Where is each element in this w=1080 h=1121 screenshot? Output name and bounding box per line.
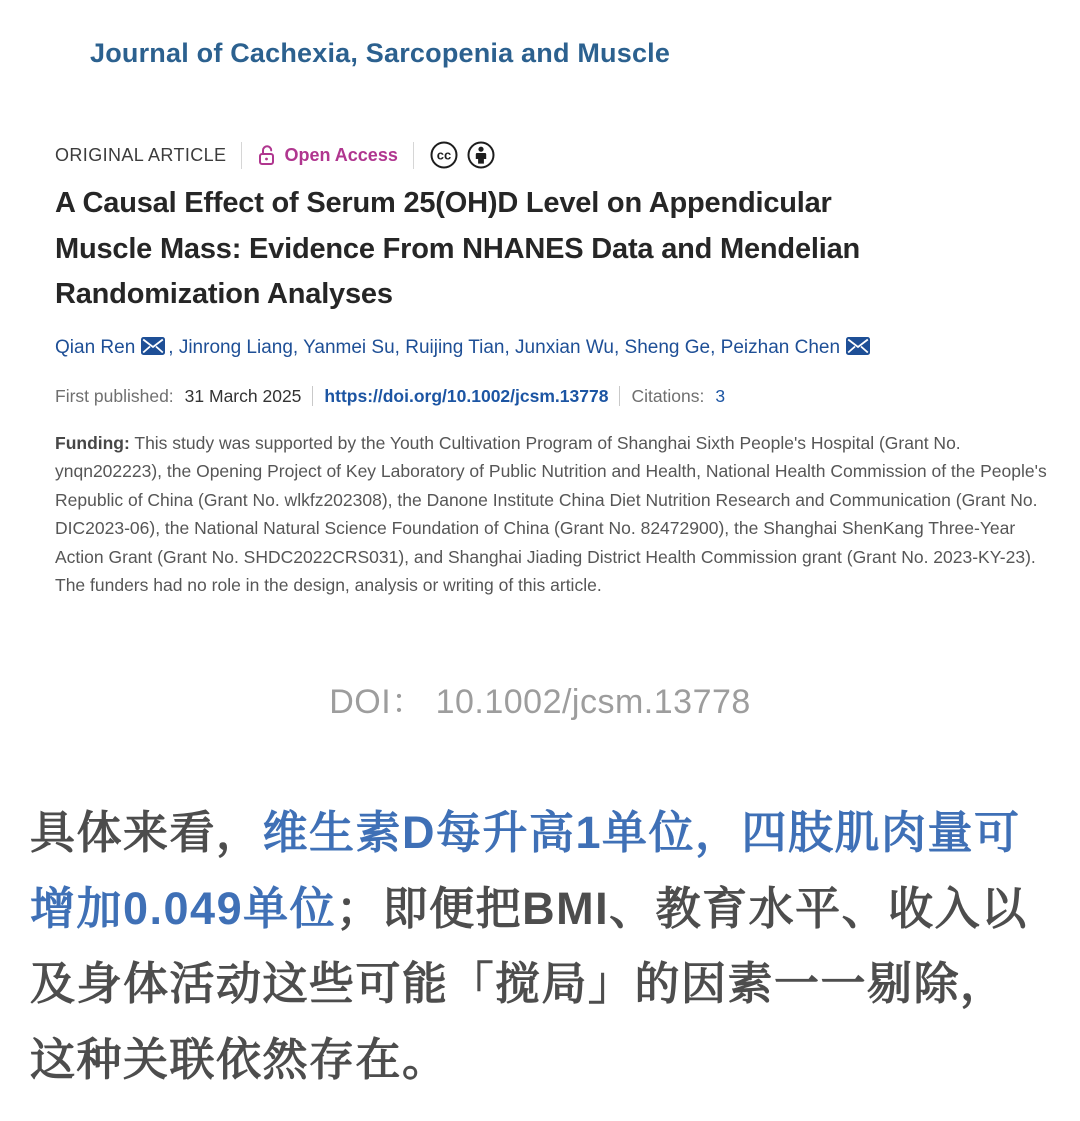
- commentary-text: ；即便把BMI、教育水平、收入以: [336, 882, 1028, 934]
- commentary-line: [30, 795, 1075, 871]
- author-list[interactable]: [55, 335, 873, 361]
- commentary-text: 及身体活动这些可能「搅局」的因素一一剔除，: [30, 958, 1007, 1009]
- article-title-line: Muscle Mass: Evidence From NHANES Data and Mendelian: [55, 232, 861, 265]
- open-access-badge: [257, 144, 397, 166]
- doi-caption: DOI： 10.1002/jcsm.13778: [329, 683, 751, 721]
- journal-title[interactable]: Journal of Cachexia, Sarcopenia and Muscle: [90, 38, 671, 68]
- first-published-date: 31 March 2025: [184, 385, 302, 406]
- first-published-label: First published:: [55, 385, 174, 406]
- article-meta-row: [55, 139, 496, 171]
- article-title-line: Randomization Analyses: [55, 278, 393, 310]
- commentary-highlight: 维生素D每升高1单位，四肢肌肉量可: [262, 807, 1021, 858]
- commentary-highlight: 增加0.049单位: [30, 882, 337, 934]
- doi-url-link[interactable]: https://doi.org/10.1002/jcsm.13778: [324, 385, 609, 406]
- funding-label: Funding:: [55, 433, 130, 453]
- funding-text: This study was supported by the Youth Cultivation Program of Shanghai Sixth People's Hospital (Grant No. ynqn202223), the Opening Project of Key Laboratory of Public Nutrition and Health, National Health Commission of the People's Republic of China (Grant No. wlkfz202308), the Danone Institute China Diet Nutrition Research and Communication (Grant No. DIC2023-06), the National Natural Science Foundation of China (Grant No. 82472900), the Shanghai ShenKang Three-Year Action Grant (Grant No. SHDC2022CRS031), and Shanghai Jiading District Health Commission grant (Grant No. 2023-KY-23). The funders had no role in the design, analysis or writing of this article.: [55, 433, 1047, 596]
- divider: [413, 142, 414, 169]
- license-icons[interactable]: [429, 140, 496, 170]
- divider: [241, 142, 242, 169]
- author-names-rest[interactable]: , Jinrong Liang, Yanmei Su, Ruijing Tian, Junxian Wu, Sheng Ge, Peizhan Chen: [168, 337, 841, 358]
- creative-commons-icon[interactable]: [429, 140, 459, 170]
- commentary-line: [30, 1022, 1075, 1098]
- citations-count-link[interactable]: 3: [715, 385, 726, 406]
- svg-text:cc: cc: [436, 147, 452, 163]
- divider: [312, 386, 313, 406]
- funding-paragraph: [55, 429, 1051, 599]
- attribution-person-icon[interactable]: [466, 140, 496, 170]
- citations-label: Citations:: [631, 385, 705, 406]
- article-type-label: ORIGINAL ARTICLE: [55, 144, 227, 165]
- commentary-text: 这种关联依然存在。: [30, 1033, 449, 1085]
- publication-info-line: [55, 384, 725, 408]
- article-title-line: A Causal Effect of Serum 25(OH)D Level on Appendicular: [55, 187, 832, 219]
- open-access-label: Open Access: [284, 144, 398, 165]
- envelope-icon[interactable]: [141, 337, 165, 361]
- commentary-paragraph: [30, 795, 1075, 1097]
- envelope-icon[interactable]: [846, 337, 870, 361]
- commentary-line: [30, 871, 1075, 947]
- open-lock-icon: [257, 144, 276, 166]
- divider: [619, 386, 620, 406]
- commentary-line: [30, 946, 1075, 1022]
- commentary-text: 具体来看，: [30, 807, 263, 858]
- author-name-lead[interactable]: Qian Ren: [55, 337, 136, 358]
- article-title: [55, 181, 860, 318]
